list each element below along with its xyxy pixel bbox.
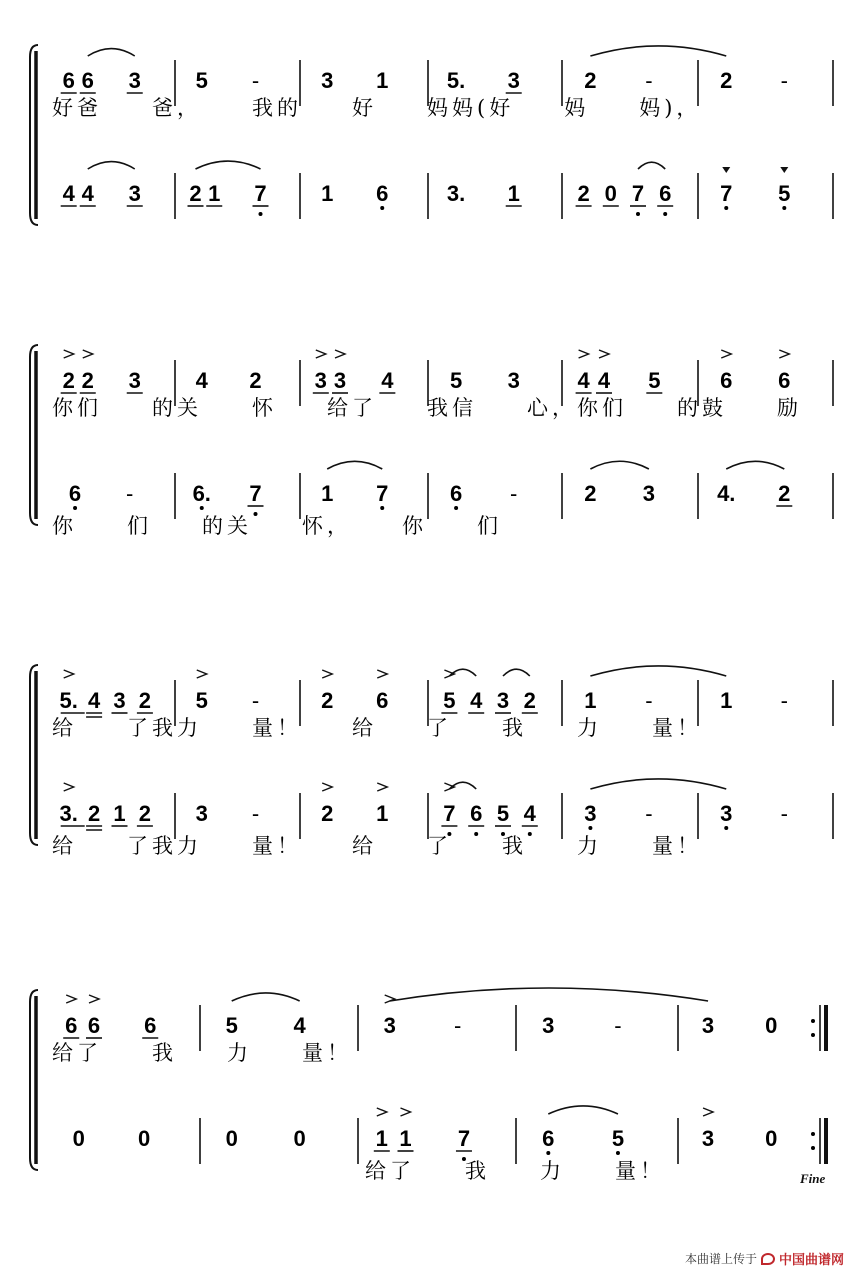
note: 5 xyxy=(195,68,208,93)
footer-watermark xyxy=(685,1249,844,1268)
tie-slur xyxy=(390,988,708,1001)
note: 0 xyxy=(138,1126,151,1151)
accent-mark xyxy=(66,995,76,1003)
note: 4 xyxy=(470,688,483,713)
accent-mark xyxy=(779,350,789,358)
note: 6 xyxy=(65,1013,78,1038)
note: 7 xyxy=(457,1126,471,1151)
note: 0 xyxy=(225,1126,238,1151)
note: 4 xyxy=(523,801,536,826)
note: 3 xyxy=(542,1013,555,1038)
note: 4 xyxy=(87,688,101,713)
tie-slur xyxy=(638,162,665,169)
low-octave-dot xyxy=(546,1151,550,1155)
hold-dash: - xyxy=(645,801,653,826)
repeat-dot xyxy=(811,1019,815,1023)
note: 2 xyxy=(778,481,791,506)
note: 2 xyxy=(249,368,262,393)
note: 3 xyxy=(314,368,327,393)
note: 3 xyxy=(720,801,733,826)
tie-slur xyxy=(590,46,726,56)
note: 3 xyxy=(642,481,656,506)
note: 2 xyxy=(584,68,597,93)
note: 1 xyxy=(375,1126,388,1151)
hold-dash: - xyxy=(251,688,260,713)
note: 0 xyxy=(293,1126,306,1151)
accent-mark xyxy=(377,1108,387,1116)
note: 1 xyxy=(376,68,389,93)
tie-slur xyxy=(196,161,261,169)
low-octave-dot xyxy=(200,506,204,510)
note: 4 xyxy=(81,181,94,206)
low-octave-dot xyxy=(380,506,384,510)
tie-slur xyxy=(88,162,135,169)
note: 3 xyxy=(128,368,141,393)
note: 6. xyxy=(192,481,211,506)
note: 2 xyxy=(577,181,590,206)
tie-slur xyxy=(590,666,726,676)
note: 4 xyxy=(381,368,394,393)
note: 0 xyxy=(765,1013,778,1038)
note: 4 xyxy=(195,368,208,393)
note: 7 xyxy=(443,801,456,826)
low-octave-dot xyxy=(588,826,592,830)
note: 3 xyxy=(333,368,347,393)
note: 6 xyxy=(144,1013,157,1038)
note: 5 xyxy=(496,801,510,826)
hold-dash: - xyxy=(453,1013,462,1038)
note: 1 xyxy=(113,801,126,826)
note: 3 xyxy=(128,181,141,206)
footer-brand: 中国曲谱网 xyxy=(778,1253,844,1268)
accent-mark xyxy=(721,350,731,358)
accent-mark xyxy=(444,783,454,791)
accent-mark xyxy=(377,670,387,678)
note: 1 xyxy=(584,688,597,713)
note: 1 xyxy=(399,1126,412,1151)
low-octave-dot xyxy=(724,826,728,830)
staccato-mark xyxy=(780,167,788,173)
note: 3 xyxy=(496,688,510,713)
low-octave-dot xyxy=(782,206,786,210)
note: 3 xyxy=(383,1013,396,1038)
note: 3. xyxy=(446,181,466,206)
accent-mark xyxy=(197,670,207,678)
note: 1 xyxy=(321,181,334,206)
note: 3 xyxy=(507,68,520,93)
low-octave-dot xyxy=(636,212,640,216)
note: 5 xyxy=(195,688,208,713)
note: 5 xyxy=(225,1013,238,1038)
note: 0 xyxy=(72,1126,85,1151)
low-octave-dot xyxy=(454,506,458,510)
accent-mark xyxy=(377,783,387,791)
tie-slur xyxy=(327,461,382,469)
accent-mark xyxy=(316,350,326,358)
note: 4. xyxy=(717,481,736,506)
note: 2 xyxy=(720,68,733,93)
note: 3 xyxy=(113,688,126,713)
note: 5 xyxy=(443,688,456,713)
hold-dash: - xyxy=(780,801,788,826)
note: 3 xyxy=(507,368,520,393)
note: 6 xyxy=(87,1013,101,1038)
note: 3. xyxy=(59,801,78,826)
hold-dash: - xyxy=(251,68,260,93)
lyrics-line: 给 了我力 量！ 给 了 我 力 量！ xyxy=(52,716,702,740)
note: 3 xyxy=(321,68,334,93)
accent-mark xyxy=(64,670,74,678)
repeat-dot xyxy=(811,1033,815,1037)
staccato-mark xyxy=(722,167,730,173)
hold-dash: - xyxy=(614,1013,622,1038)
note: 2 xyxy=(62,368,75,393)
fine-mark: Fine xyxy=(800,1171,826,1186)
note: 4 xyxy=(293,1013,306,1038)
low-octave-dot xyxy=(73,506,77,510)
low-octave-dot xyxy=(663,212,667,216)
lyrics-line: 给了 我 力 量！ xyxy=(52,1041,352,1065)
note: 4 xyxy=(62,181,75,206)
lyrics-line: 你 们 的关 怀， 你 们 xyxy=(52,514,502,538)
hold-dash: - xyxy=(510,481,518,506)
accent-mark xyxy=(444,670,454,678)
accent-mark xyxy=(385,995,395,1003)
note: 1 xyxy=(321,481,334,506)
note: 1 xyxy=(376,801,389,826)
low-octave-dot xyxy=(380,206,384,210)
lyrics-line: 给了 我 力 量！ xyxy=(365,1159,665,1183)
note: 2 xyxy=(321,688,334,713)
note: 6 xyxy=(62,68,75,93)
note: 2 xyxy=(81,368,94,393)
note: 5 xyxy=(611,1126,625,1151)
hold-dash: - xyxy=(251,801,260,826)
repeat-dot xyxy=(811,1146,815,1150)
note: 2 xyxy=(138,688,152,713)
note: 5. xyxy=(446,68,466,93)
note: 3 xyxy=(701,1013,715,1038)
note: 1 xyxy=(720,688,733,713)
accent-mark xyxy=(599,350,609,358)
lyrics-line: 你们 的关 怀 给了 我信 心，你们 的鼓 励 xyxy=(52,396,802,420)
note: 7 xyxy=(376,481,389,506)
note: 7 xyxy=(254,181,267,206)
hold-dash: - xyxy=(645,68,653,93)
accent-mark xyxy=(335,350,345,358)
accent-mark xyxy=(703,1108,713,1116)
note: 2 xyxy=(138,801,152,826)
low-octave-dot xyxy=(616,1151,620,1155)
hold-dash: - xyxy=(125,481,134,506)
note: 2 xyxy=(87,801,101,826)
tie-slur xyxy=(590,461,648,469)
note: 7 xyxy=(249,481,262,506)
note: 6 xyxy=(81,68,94,93)
site-logo-icon xyxy=(761,1253,775,1265)
low-octave-dot xyxy=(724,206,728,210)
lyrics-line: 好爸 爸， 我的 好 妈妈(好 妈 妈)， xyxy=(52,96,702,120)
tie-slur xyxy=(726,461,784,469)
hold-dash: - xyxy=(780,688,788,713)
note: 4 xyxy=(597,368,611,393)
note: 1 xyxy=(208,181,221,206)
accent-mark xyxy=(89,995,99,1003)
accent-mark xyxy=(322,670,332,678)
note: 2 xyxy=(523,688,536,713)
note: 6 xyxy=(68,481,82,506)
note: 3 xyxy=(584,801,597,826)
tie-slur xyxy=(548,1106,618,1114)
accent-mark xyxy=(64,783,74,791)
note: 5. xyxy=(59,688,78,713)
accent-mark xyxy=(83,350,93,358)
note: 6 xyxy=(720,368,733,393)
note: 5 xyxy=(648,368,661,393)
accent-mark xyxy=(64,350,74,358)
note: 4 xyxy=(577,368,590,393)
note: 6 xyxy=(449,481,463,506)
accent-mark xyxy=(322,783,332,791)
note: 5 xyxy=(449,368,463,393)
lyrics-line: 给 了我力 量！ 给 了 我 力 量！ xyxy=(52,834,702,858)
repeat-dot xyxy=(811,1132,815,1136)
note: 6 xyxy=(659,181,672,206)
hold-dash: - xyxy=(645,688,653,713)
note: 2 xyxy=(189,181,202,206)
note: 5 xyxy=(778,181,791,206)
note: 6 xyxy=(542,1126,555,1151)
note: 0 xyxy=(604,181,617,206)
note: 7 xyxy=(631,181,645,206)
tie-slur xyxy=(503,669,530,676)
note: 0 xyxy=(765,1126,778,1151)
note: 2 xyxy=(321,801,334,826)
hold-dash: - xyxy=(780,68,788,93)
note: 6 xyxy=(470,801,483,826)
note: 6 xyxy=(376,181,389,206)
note: 7 xyxy=(720,181,733,206)
tie-slur xyxy=(232,993,300,1001)
footer-text: 本曲谱上传于 xyxy=(684,1252,757,1266)
accent-mark xyxy=(401,1108,411,1116)
note: 6 xyxy=(376,688,389,713)
tie-slur xyxy=(590,779,726,789)
tie-slur xyxy=(88,49,135,56)
note: 3 xyxy=(195,801,208,826)
low-octave-dot xyxy=(259,212,263,216)
note: 6 xyxy=(778,368,791,393)
note: 2 xyxy=(584,481,597,506)
note: 3 xyxy=(701,1126,715,1151)
note: 3 xyxy=(128,68,141,93)
accent-mark xyxy=(579,350,589,358)
note: 1 xyxy=(507,181,520,206)
